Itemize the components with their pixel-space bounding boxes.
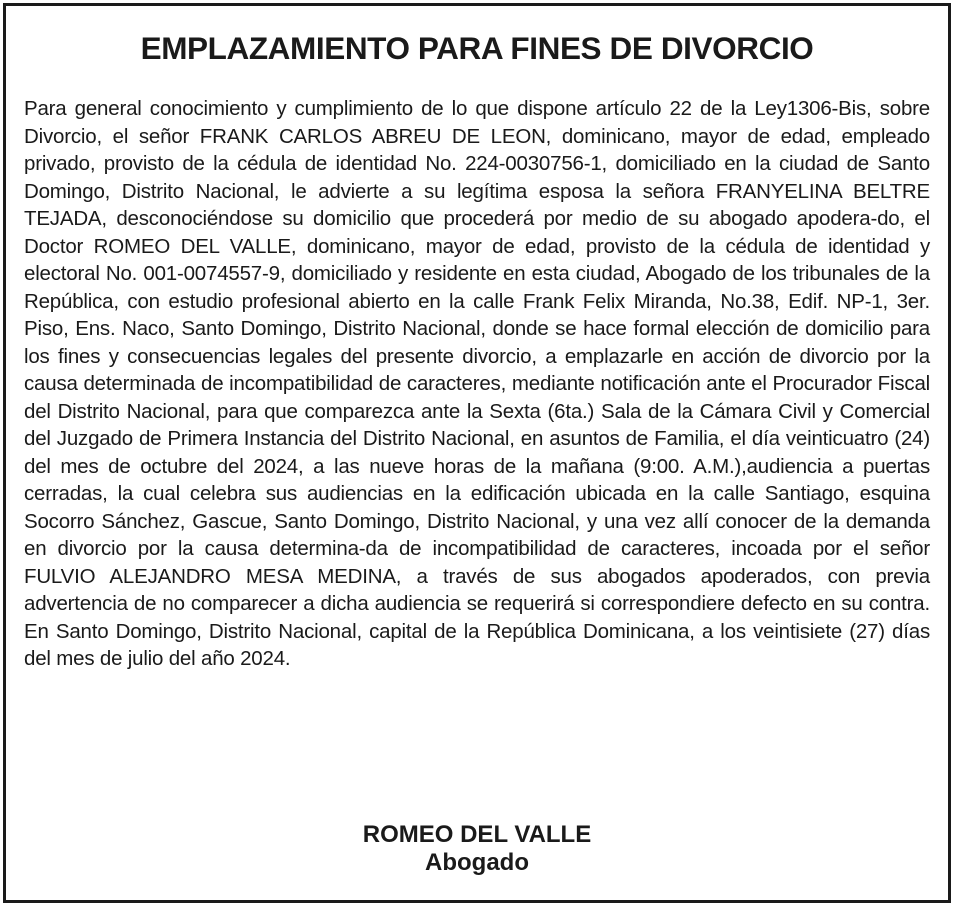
notice-title: EMPLAZAMIENTO PARA FINES DE DIVORCIO <box>140 30 814 66</box>
signature-block <box>6 821 948 877</box>
notice-frame <box>3 3 951 903</box>
notice-body: Para general conocimiento y cumplimiento de lo que dispone artículo 22 de la Ley1306-Bis, sobre Divorcio, el señor FRANK CARLOS ABREU DE LEON, dominicano, mayor de edad, empleado privado, provisto de la cédula de identidad No. 224-0030756-1, domiciliado en la ciudad de Santo Domingo, Distrito Nacional, le advierte a su legítima esposa la señora FRANYELINA BELTRE TEJADA, desconociéndose su domicilio que procederá por medio de su abogado apodera-do, el Doctor ROMEO DEL VALLE, dominicano, mayor de edad, provisto de la cédula de identidad y electoral No. 001-0074557-9, domiciliado y residente en esta ciudad, Abogado de los tribunales de la República, con estudio profesional abierto en la calle Frank Felix Miranda, No.38, Edif. NP-1, 3er. Piso, Ens. Naco, Santo Domingo, Distrito Nacional, donde se hace formal elección de domicilio para los fines y consecuencias legales del presente divorcio, a emplazarle en acción de divorcio por la causa determinada de incompatibilidad de caracteres, mediante notificación ante el Procurador Fiscal del Distrito Nacional, para que comparezca ante la Sexta (6ta.) Sala de la Cámara Civil y Comercial del Juzgado de Primera Instancia del Distrito Nacional, en asuntos de Familia, el día veinticuatro (24) del mes de octubre del 2024, a las nueve horas de la mañana (9:00. A.M.),audiencia a puertas cerradas, la cual celebra sus audiencias en la edificación ubicada en la calle Santiago, esquina Socorro Sánchez, Gascue, Santo Domingo, Distrito Nacional, y una vez allí conocer de la demanda en divorcio por la causa determina-da de incompatibilidad de caracteres, incoada por el señor FULVIO ALEJANDRO MESA MEDINA, a través de sus abogados apoderados, con previa advertencia de no comparecer a dicha audiencia se requerirá si correspondiere defecto en su contra. En Santo Domingo, Distrito Nacional, capital de la República Dominicana, a los veintisiete (27) días del mes de julio del año 2024. <box>24 97 930 670</box>
signature-name: ROMEO DEL VALLE <box>362 821 592 848</box>
signature-role: Abogado <box>425 849 529 876</box>
